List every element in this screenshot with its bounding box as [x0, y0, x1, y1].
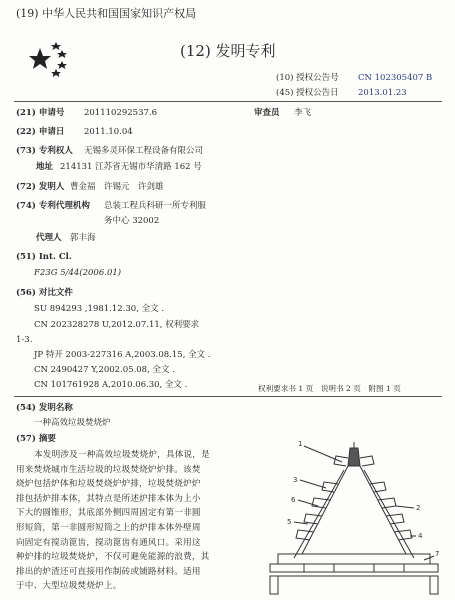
agency-line-2: 务中心 32002: [104, 216, 160, 226]
reference-5: CN 101761928 A,2010.06.30, 全文 .: [34, 380, 188, 390]
application-date-label: (22) 申请日: [16, 127, 65, 137]
int-cl-label: (51) Int. Cl.: [16, 252, 72, 262]
patentee-label: (73) 专利权人: [16, 146, 73, 156]
reference-3: JP 特开 2003-227316 A,2003.08.15, 全文 .: [34, 350, 211, 360]
abstract-line: 下大的圆锥形，其底部外侧四周固定有第一非圆: [16, 508, 201, 519]
abstract-label: (57) 摘要: [16, 434, 56, 444]
biblio-divider: [14, 396, 442, 397]
figure-incinerator-grate: [264, 436, 444, 596]
abstract-line: 烧炉包括炉体和垃圾焚烧炉炉排，垃圾焚烧炉炉: [16, 479, 201, 490]
abstract-line: 排出的炉渣还可直接用作制砖或铺路材料。适用: [16, 566, 201, 577]
figure-label-5: 5: [287, 518, 292, 526]
inventors-label: (72) 发明人: [16, 182, 65, 192]
header-divider: [14, 101, 442, 102]
invention-name-label: (54) 发明名称: [16, 403, 73, 413]
abstract-line: 种炉排的垃圾焚烧炉，不仅可避免能源的浪费，其: [16, 552, 210, 563]
office-name: (19) 中华人民共和国国家知识产权局: [16, 7, 197, 20]
int-cl: F23G 5/44(2006.01): [34, 268, 122, 278]
abstract-line: 用来焚烧城市生活垃圾的垃圾焚烧炉炉排。该焚: [16, 464, 201, 475]
agency-label: (74) 专利代理机构: [16, 201, 90, 211]
application-date: 2011.10.04: [84, 127, 133, 137]
examiner-label: 审查员: [254, 108, 280, 118]
reference-1: SU 894293 ,1981.12.30, 全文 .: [34, 304, 165, 314]
abstract-line: 本发明涉及一种高效垃圾焚烧炉，具体说，是: [34, 450, 210, 460]
address: 214131 江苏省无锡市华清路 162 号: [60, 162, 202, 172]
application-number: 201110292537.6: [84, 108, 158, 118]
reference-2-cont: 1-3.: [16, 335, 33, 345]
figure-label-3: 3: [293, 476, 298, 484]
abstract-line: 排包括炉排本体，其特点是所述炉排本体为上小: [16, 493, 201, 504]
figure-label-4: 4: [418, 532, 423, 540]
agency-line-1: 总装工程兵科研一所专利服: [104, 201, 207, 211]
publication-number-label: (10) 授权公告号: [276, 73, 339, 83]
patentee: 无锡多灵环保工程设备有限公司: [84, 146, 204, 156]
application-number-label: (21) 申请号: [16, 108, 65, 118]
address-label: 地址: [36, 162, 54, 172]
emblem-icon: [26, 34, 96, 80]
figure-label-7: 7: [435, 550, 440, 558]
publication-date: 2013.01.23: [358, 88, 407, 98]
references-label: (56) 对比文件: [16, 288, 73, 298]
examiner: 李飞: [294, 108, 312, 118]
invention-name: 一种高效垃圾焚烧炉: [34, 418, 111, 428]
publication-number: CN 102305407 B: [358, 73, 433, 83]
reference-4: CN 2490427 Y,2002.05.08, 全文 .: [34, 365, 175, 375]
abstract-line: 于中、大型垃圾焚烧炉上。: [16, 581, 122, 592]
abstract-line: 向固定有搅动篦齿，搅动篦齿有通风口。采用这: [16, 537, 201, 548]
figure-label-2: 2: [416, 504, 421, 512]
agent-label: 代理人: [36, 233, 62, 243]
reference-2: CN 202328278 U,2012.07.11, 权利要求: [34, 320, 200, 330]
figure-label-6: 6: [291, 496, 296, 504]
agent: 郭丰海: [70, 233, 96, 243]
publication-date-label: (45) 授权公告日: [276, 88, 339, 98]
abstract-text: [16, 448, 264, 594]
document-type: (12) 发明专利: [180, 42, 276, 60]
page-counts: 权利要求书 1 页 说明书 2 页 附图 1 页: [258, 384, 401, 393]
figure-label-1: 1: [298, 440, 303, 448]
inventors: 曹金福 许锡元 许剑雄: [70, 182, 164, 192]
abstract-line: 形短筒，第一非圆形短筒之上的炉排本体外壁周: [16, 522, 201, 533]
